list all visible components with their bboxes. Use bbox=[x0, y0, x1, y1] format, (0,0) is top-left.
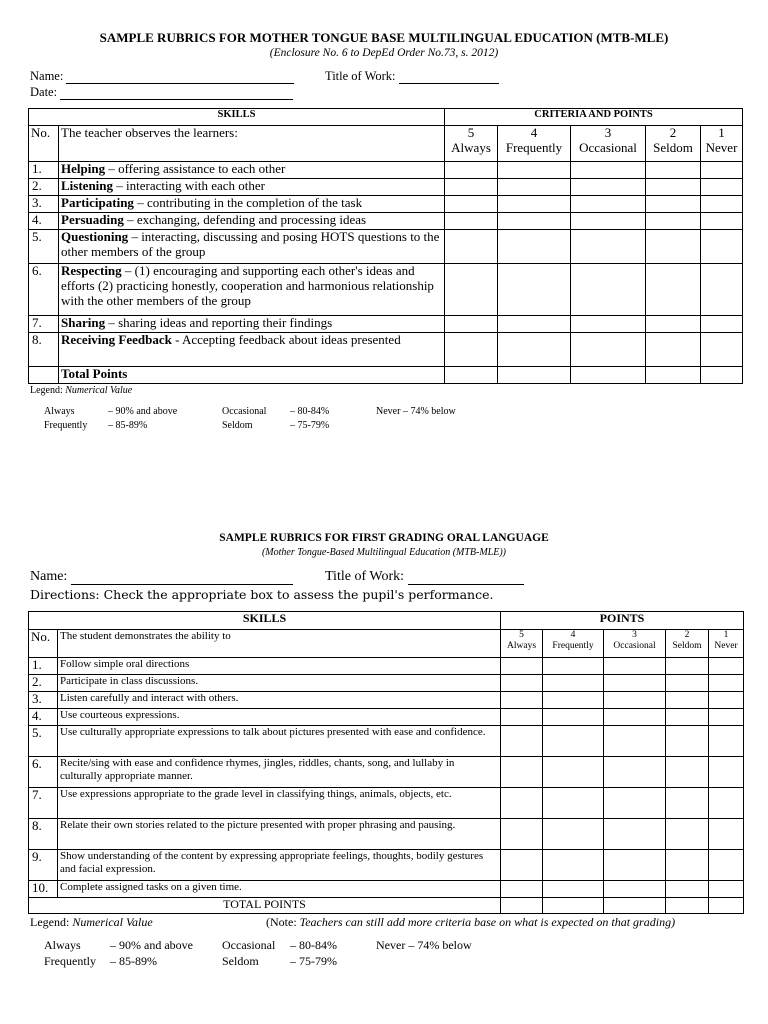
score-cell[interactable] bbox=[498, 333, 571, 367]
scale-2: 2 Seldom bbox=[666, 630, 709, 658]
score-cell[interactable] bbox=[701, 213, 743, 230]
score-cell[interactable] bbox=[571, 213, 646, 230]
row-skill: Show understanding of the content by expressing appropriate feelings, thoughts, bodily gestures and facial expression. bbox=[58, 850, 501, 881]
score-cell[interactable] bbox=[498, 162, 571, 179]
legend-seldom: Seldom bbox=[222, 954, 259, 968]
score-cell[interactable] bbox=[543, 726, 604, 757]
rubric2-table bbox=[28, 611, 744, 914]
skills-header: SKILLS bbox=[29, 612, 501, 630]
legend-seldom-value: – 75-79% bbox=[290, 420, 330, 431]
skills-header: SKILLS bbox=[29, 109, 445, 126]
row-number: 2. bbox=[29, 179, 59, 196]
row-skill: Sharing – sharing ideas and reporting their findings bbox=[59, 316, 445, 333]
score-cell[interactable] bbox=[543, 881, 604, 898]
score-cell[interactable] bbox=[646, 162, 701, 179]
row-number: 3. bbox=[29, 196, 59, 213]
score-cell[interactable] bbox=[501, 850, 543, 881]
table-row bbox=[29, 162, 743, 179]
score-cell[interactable] bbox=[445, 264, 498, 316]
row-number: 8. bbox=[29, 333, 59, 367]
score-cell[interactable] bbox=[571, 333, 646, 367]
legend-occasional: Occasional bbox=[222, 406, 267, 417]
row-number: 8. bbox=[29, 819, 58, 850]
ability-label: The student demonstrates the ability to bbox=[58, 630, 501, 658]
legend-occasional: Occasional bbox=[222, 938, 276, 952]
score-cell[interactable] bbox=[501, 692, 543, 709]
score-cell[interactable] bbox=[445, 196, 498, 213]
name-line[interactable] bbox=[71, 571, 293, 585]
score-cell[interactable] bbox=[666, 692, 709, 709]
row-number: 1. bbox=[29, 658, 58, 675]
score-cell[interactable] bbox=[445, 367, 498, 384]
points-header: POINTS bbox=[501, 612, 744, 630]
row-number: 1. bbox=[29, 162, 59, 179]
legend-occasional-value: – 80-84% bbox=[290, 406, 330, 417]
table-header-row bbox=[29, 612, 744, 630]
score-cell[interactable] bbox=[445, 213, 498, 230]
total-label: TOTAL POINTS bbox=[29, 898, 501, 914]
score-cell[interactable] bbox=[709, 675, 744, 692]
rubric2-name-field[interactable] bbox=[30, 569, 293, 585]
rubric1-name-field[interactable] bbox=[30, 69, 294, 84]
score-cell[interactable] bbox=[604, 709, 666, 726]
score-cell[interactable] bbox=[709, 881, 744, 898]
rubric1-title-of-work-field[interactable] bbox=[325, 69, 499, 84]
legend-frequently: Frequently bbox=[44, 954, 96, 968]
row-skill: Recite/sing with ease and confidence rhymes, jingles, riddles, chants, song, and lullaby in culturally appropriate manner. bbox=[58, 757, 501, 788]
score-cell[interactable] bbox=[666, 850, 709, 881]
legend-always-value: – 90% and above bbox=[110, 938, 193, 952]
name-line[interactable] bbox=[66, 71, 294, 84]
score-cell[interactable] bbox=[543, 709, 604, 726]
row-number: 7. bbox=[29, 788, 58, 819]
score-cell[interactable] bbox=[701, 316, 743, 333]
score-cell[interactable] bbox=[709, 898, 744, 914]
row-number: 4. bbox=[29, 213, 59, 230]
row-skill: Follow simple oral directions bbox=[58, 658, 501, 675]
score-cell[interactable] bbox=[501, 757, 543, 788]
rubric1-title: SAMPLE RUBRICS FOR MOTHER TONGUE BASE MULTILINGUAL EDUCATION (MTB-MLE) bbox=[99, 30, 669, 45]
score-cell[interactable] bbox=[543, 675, 604, 692]
scale-1: 1 Never bbox=[709, 630, 744, 658]
score-cell[interactable] bbox=[666, 898, 709, 914]
rubric1-legend-title: Legend: Numerical Value bbox=[30, 385, 133, 396]
table-row bbox=[29, 675, 744, 692]
score-cell[interactable] bbox=[709, 819, 744, 850]
criteria-header: CRITERIA AND POINTS bbox=[445, 109, 743, 126]
score-cell[interactable] bbox=[701, 367, 743, 384]
rubric1-table bbox=[28, 108, 743, 384]
legend-never: Never – 74% below bbox=[376, 938, 472, 952]
scale-row bbox=[29, 126, 743, 162]
score-cell[interactable] bbox=[571, 179, 646, 196]
table-row bbox=[29, 850, 744, 881]
legend-always: Always bbox=[44, 938, 81, 952]
score-cell[interactable] bbox=[571, 316, 646, 333]
legend-frequently-value: – 85-89% bbox=[110, 954, 157, 968]
scale-1: 1 Never bbox=[701, 126, 743, 162]
total-row bbox=[29, 367, 743, 384]
scale-5: 5 Always bbox=[445, 126, 498, 162]
score-cell[interactable] bbox=[604, 726, 666, 757]
score-cell[interactable] bbox=[571, 367, 646, 384]
score-cell[interactable] bbox=[604, 757, 666, 788]
row-number: 7. bbox=[29, 316, 59, 333]
score-cell[interactable] bbox=[501, 788, 543, 819]
score-cell[interactable] bbox=[445, 162, 498, 179]
score-cell[interactable] bbox=[666, 726, 709, 757]
scale-row bbox=[29, 630, 744, 658]
row-number: 9. bbox=[29, 850, 58, 881]
table-row bbox=[29, 196, 743, 213]
score-cell[interactable] bbox=[646, 264, 701, 316]
score-cell[interactable] bbox=[445, 179, 498, 196]
score-cell[interactable] bbox=[709, 788, 744, 819]
score-cell[interactable] bbox=[604, 850, 666, 881]
score-cell[interactable] bbox=[709, 692, 744, 709]
score-cell[interactable] bbox=[701, 264, 743, 316]
title-of-work-line[interactable] bbox=[408, 571, 524, 585]
scale-3: 3 Occasional bbox=[604, 630, 666, 658]
title-of-work-label: Title of Work: bbox=[325, 569, 404, 584]
row-skill: Use expressions appropriate to the grade level in classifying things, animals, objects, etc. bbox=[58, 788, 501, 819]
name-label: Name: bbox=[30, 569, 68, 584]
legend-never: Never – 74% below bbox=[376, 406, 456, 417]
row-number: 2. bbox=[29, 675, 58, 692]
score-cell[interactable] bbox=[701, 162, 743, 179]
score-cell[interactable] bbox=[709, 726, 744, 757]
table-row bbox=[29, 333, 743, 367]
score-cell[interactable] bbox=[646, 213, 701, 230]
score-cell[interactable] bbox=[709, 757, 744, 788]
row-skill: Questioning – interacting, discussing and posing HOTS questions to the other members of the group bbox=[59, 230, 445, 264]
score-cell[interactable] bbox=[604, 898, 666, 914]
score-cell[interactable] bbox=[666, 819, 709, 850]
table-row bbox=[29, 213, 743, 230]
score-cell[interactable] bbox=[501, 658, 543, 675]
score-cell[interactable] bbox=[498, 316, 571, 333]
score-cell[interactable] bbox=[646, 230, 701, 264]
scale-3: 3 Occasional bbox=[571, 126, 646, 162]
total-label: Total Points bbox=[59, 367, 445, 384]
score-cell[interactable] bbox=[709, 658, 744, 675]
score-cell[interactable] bbox=[646, 196, 701, 213]
score-cell[interactable] bbox=[571, 196, 646, 213]
score-cell[interactable] bbox=[445, 230, 498, 264]
rubric1-date-field[interactable] bbox=[30, 85, 293, 100]
rubric2-subtitle: (Mother Tongue-Based Multilingual Education (MTB-MLE)) bbox=[261, 547, 507, 558]
row-number: 4. bbox=[29, 709, 58, 726]
legend-frequently-value: – 85-89% bbox=[108, 420, 148, 431]
score-cell[interactable] bbox=[501, 898, 543, 914]
rubric2-title-of-work-field[interactable] bbox=[325, 569, 524, 585]
score-cell[interactable] bbox=[571, 162, 646, 179]
title-of-work-label: Title of Work: bbox=[325, 69, 396, 83]
table-header-row bbox=[29, 109, 743, 126]
score-cell[interactable] bbox=[604, 819, 666, 850]
row-number: 6. bbox=[29, 757, 58, 788]
table-row bbox=[29, 726, 744, 757]
row-number: 10. bbox=[29, 881, 58, 898]
table-row bbox=[29, 264, 743, 316]
table-row bbox=[29, 230, 743, 264]
row-skill: Use culturally appropriate expressions to talk about pictures presented with ease and confidence. bbox=[58, 726, 501, 757]
table-row bbox=[29, 658, 744, 675]
score-cell[interactable] bbox=[604, 692, 666, 709]
date-line[interactable] bbox=[60, 87, 293, 100]
scale-2: 2 Seldom bbox=[646, 126, 701, 162]
rubric2-title: SAMPLE RUBRICS FOR FIRST GRADING ORAL LANGUAGE bbox=[219, 532, 549, 544]
score-cell[interactable] bbox=[501, 709, 543, 726]
scale-4: 4 Frequently bbox=[543, 630, 604, 658]
score-cell[interactable] bbox=[701, 333, 743, 367]
score-cell[interactable] bbox=[543, 658, 604, 675]
score-cell[interactable] bbox=[646, 333, 701, 367]
score-cell[interactable] bbox=[543, 692, 604, 709]
score-cell[interactable] bbox=[701, 179, 743, 196]
score-cell[interactable] bbox=[709, 709, 744, 726]
row-skill: Persuading – exchanging, defending and processing ideas bbox=[59, 213, 445, 230]
score-cell[interactable] bbox=[498, 213, 571, 230]
score-cell[interactable] bbox=[701, 196, 743, 213]
score-cell[interactable] bbox=[666, 757, 709, 788]
no-label: No. bbox=[29, 630, 58, 658]
row-skill: Complete assigned tasks on a given time. bbox=[58, 881, 501, 898]
score-cell[interactable] bbox=[666, 675, 709, 692]
score-cell[interactable] bbox=[498, 367, 571, 384]
table-row bbox=[29, 709, 744, 726]
row-skill: Listening – interacting with each other bbox=[59, 179, 445, 196]
score-cell[interactable] bbox=[543, 757, 604, 788]
title-of-work-line[interactable] bbox=[399, 71, 499, 84]
score-cell[interactable] bbox=[604, 675, 666, 692]
table-row bbox=[29, 881, 744, 898]
score-cell[interactable] bbox=[501, 819, 543, 850]
score-cell[interactable] bbox=[498, 196, 571, 213]
legend-frequently: Frequently bbox=[44, 420, 88, 431]
table-row bbox=[29, 757, 744, 788]
score-cell[interactable] bbox=[709, 850, 744, 881]
directions-text: Directions: Check the appropriate box to assess the pupil's performance. bbox=[30, 587, 494, 602]
legend-occasional-value: – 80-84% bbox=[290, 938, 337, 952]
legend-always: Always bbox=[44, 406, 75, 417]
total-row bbox=[29, 898, 744, 914]
score-cell[interactable] bbox=[445, 316, 498, 333]
score-cell[interactable] bbox=[666, 881, 709, 898]
legend-seldom-value: – 75-79% bbox=[290, 954, 337, 968]
table-row bbox=[29, 316, 743, 333]
score-cell[interactable] bbox=[498, 230, 571, 264]
score-cell[interactable] bbox=[604, 658, 666, 675]
row-number: 3. bbox=[29, 692, 58, 709]
scale-4: 4 Frequently bbox=[498, 126, 571, 162]
rubric2-note: (Note: Teachers can still add more criteria base on what is expected on that grading) bbox=[266, 915, 676, 929]
row-skill: Receiving Feedback - Accepting feedback about ideas presented bbox=[59, 333, 445, 367]
row-skill: Relate their own stories related to the picture presented with proper phrasing and pausing. bbox=[58, 819, 501, 850]
rubric2-legend-title: Legend: Numerical Value bbox=[30, 915, 153, 929]
score-cell[interactable] bbox=[646, 367, 701, 384]
score-cell[interactable] bbox=[666, 709, 709, 726]
total-blank bbox=[29, 367, 59, 384]
observe-label: The teacher observes the learners: bbox=[59, 126, 445, 162]
name-label: Name: bbox=[30, 69, 64, 83]
row-skill: Respecting – (1) encouraging and supporting each other's ideas and efforts (2) practicing honestly, cooperation and harmonious relationship with the other members of the group bbox=[59, 264, 445, 316]
score-cell[interactable] bbox=[604, 881, 666, 898]
table-row bbox=[29, 692, 744, 709]
score-cell[interactable] bbox=[543, 819, 604, 850]
row-skill: Participating – contributing in the completion of the task bbox=[59, 196, 445, 213]
score-cell[interactable] bbox=[501, 726, 543, 757]
no-label: No. bbox=[29, 126, 59, 162]
row-number: 5. bbox=[29, 230, 59, 264]
score-cell[interactable] bbox=[571, 264, 646, 316]
score-cell[interactable] bbox=[666, 658, 709, 675]
row-skill: Participate in class discussions. bbox=[58, 675, 501, 692]
rubric1-subtitle: (Enclosure No. 6 to DepEd Order No.73, s. 2012) bbox=[269, 47, 499, 59]
legend-always-value: – 90% and above bbox=[108, 406, 178, 417]
legend-seldom: Seldom bbox=[222, 420, 253, 431]
score-cell[interactable] bbox=[666, 788, 709, 819]
score-cell[interactable] bbox=[543, 788, 604, 819]
score-cell[interactable] bbox=[543, 898, 604, 914]
row-number: 5. bbox=[29, 726, 58, 757]
scale-5: 5 Always bbox=[501, 630, 543, 658]
date-label: Date: bbox=[30, 85, 58, 99]
score-cell[interactable] bbox=[646, 316, 701, 333]
row-skill: Use courteous expressions. bbox=[58, 709, 501, 726]
score-cell[interactable] bbox=[498, 179, 571, 196]
score-cell[interactable] bbox=[543, 850, 604, 881]
score-cell[interactable] bbox=[445, 333, 498, 367]
table-row bbox=[29, 788, 744, 819]
row-skill: Listen carefully and interact with others. bbox=[58, 692, 501, 709]
score-cell[interactable] bbox=[646, 179, 701, 196]
score-cell[interactable] bbox=[501, 881, 543, 898]
score-cell[interactable] bbox=[604, 788, 666, 819]
table-row bbox=[29, 819, 744, 850]
score-cell[interactable] bbox=[701, 230, 743, 264]
score-cell[interactable] bbox=[498, 264, 571, 316]
score-cell[interactable] bbox=[501, 675, 543, 692]
row-skill: Helping – offering assistance to each other bbox=[59, 162, 445, 179]
score-cell[interactable] bbox=[571, 230, 646, 264]
table-row bbox=[29, 179, 743, 196]
row-number: 6. bbox=[29, 264, 59, 316]
